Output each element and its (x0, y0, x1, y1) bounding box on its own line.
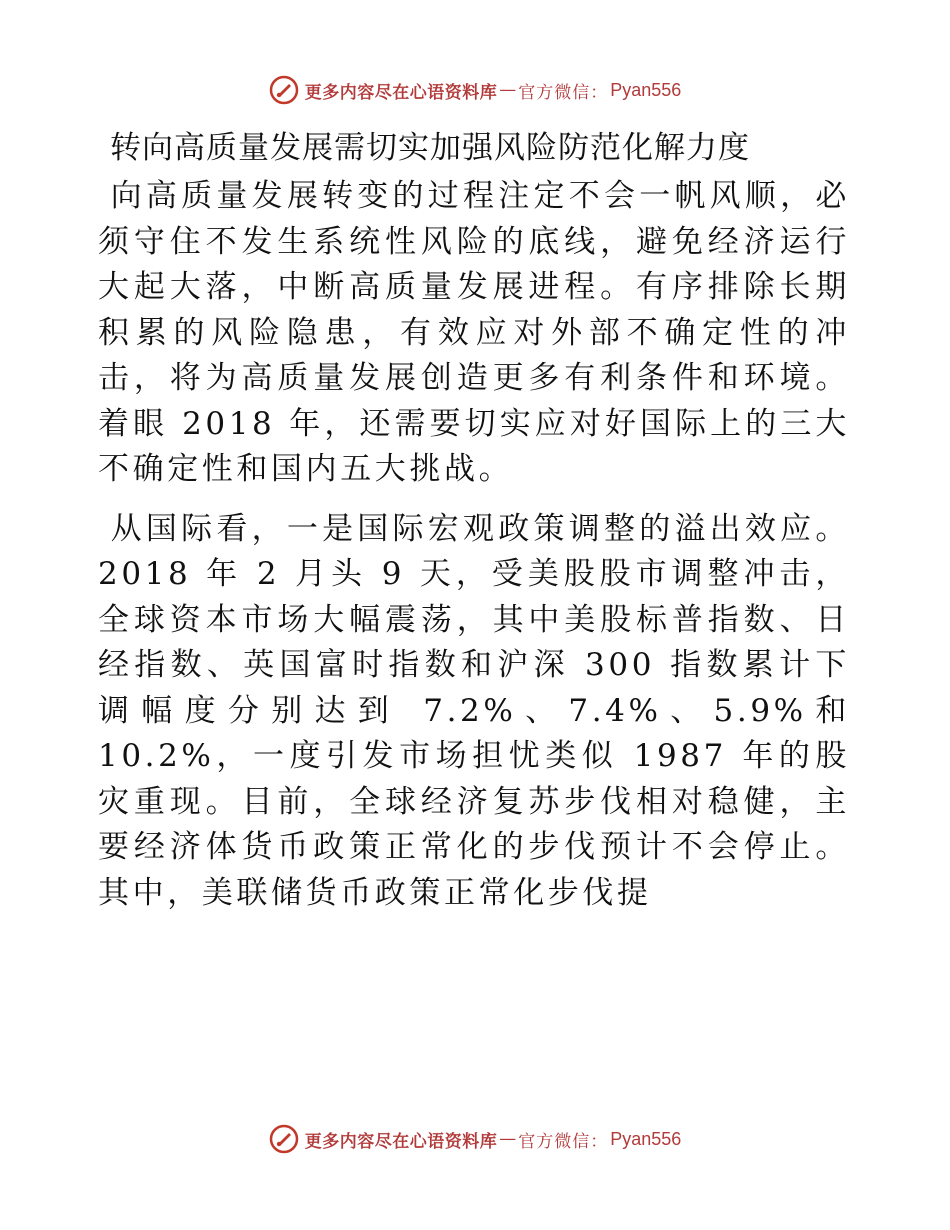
banner-text: 更多内容尽在心语资料库 (304, 82, 498, 103)
banner-wechat-id: Pyan556 (610, 1128, 682, 1149)
header-banner (0, 72, 950, 108)
paragraph (98, 174, 850, 493)
document-title: 转向高质量发展需切实加强风险防范化解力度 (110, 130, 750, 166)
document-body (98, 126, 850, 930)
paragraph (98, 507, 850, 917)
paragraph-text: 从国际看，一是国际宏观政策调整的溢出效应。2018 年 2 月头 9 天，受美股股市调整冲击，全球资本市场大幅震荡，其中美股标普指数、日经指数、英国富时指数和沪深 300 指数累计下调幅度分别达到 7.2%、7.4%、5.9%和 10.2%，一度引发市场担忧类似 1987 年的股灾重现。目前，全球经济复苏步伐相对稳健，主要经济体货币政策正常化的步伐预计不会停止。其中，美联储货币政策正常化步伐提 (98, 510, 850, 911)
banner-text: 更多内容尽在心语资料库 (304, 1131, 498, 1152)
banner-label: 官方微信： (518, 1131, 609, 1152)
banner-separator: — (499, 1129, 517, 1149)
banner-separator: — (499, 80, 517, 100)
banner-wechat-id: Pyan556 (610, 79, 682, 100)
paragraph-text: 向高质量发展转变的过程注定不会一帆风顺，必须守住不发生系统性风险的底线，避免经济运行大起大落，中断高质量发展进程。有序排除长期积累的风险隐患，有效应对外部不确定性的冲击，将为高质量发展创造更多有利条件和环境。着眼 2018 年，还需要切实应对好国际上的三大不确定性和国内五大挑战。 (98, 178, 850, 487)
logo-icon (269, 1124, 299, 1154)
banner-label: 官方微信： (518, 82, 609, 103)
logo-icon (269, 75, 299, 105)
footer-banner (0, 1121, 950, 1157)
